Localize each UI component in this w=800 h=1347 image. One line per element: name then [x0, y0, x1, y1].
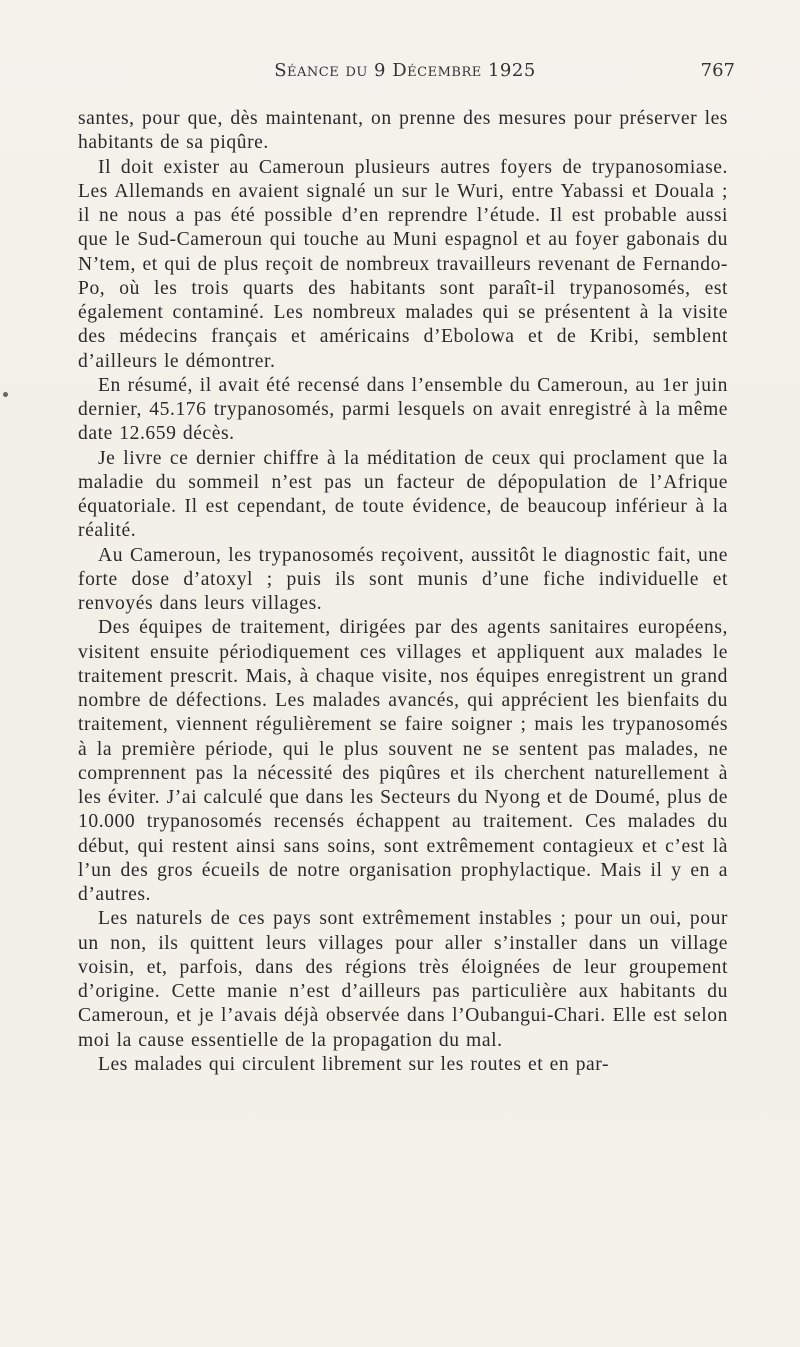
ink-smudge	[3, 392, 8, 397]
running-head: Séance du 9 Décembre 1925	[274, 60, 536, 81]
paragraph-6: Des équipes de traitement, dirigées par des agents sanitaires européens, visitent ensuite périodiquement ces villages et appliquent aux malades le traitement prescrit. Mais, à chaque visite, nos équipes enregistrent un grand nombre de défections. Les malades avancés, qui apprécient les bienfaits du traitement, viennent régulièrement se faire soigner ; mais les trypanosomés à la première période, qui le plus souvent ne se sentent pas malades, ne comprennent pas la nécessité des piqûres et ils cherchent naturellement à les éviter. J’ai calculé que dans les Secteurs du Nyong et de Doumé, plus de 10.000 trypanosomés recensés échappent au traitement. Ces malades du début, qui restent ainsi sans soins, sont extrêmement contagieux et c’est là l’un des gros écueils de notre organisation prophylactique. Mais il y en a d’autres.	[78, 617, 728, 905]
paragraph-5: Au Cameroun, les trypanosomés reçoivent, aussitôt le diagnostic fait, une forte dose d’atoxyl ; puis ils sont munis d’une fiche individuelle et renvoyés dans leurs villages.	[78, 544, 728, 614]
page-header	[75, 60, 735, 88]
paragraph-2: Il doit exister au Cameroun plusieurs autres foyers de trypanosomiase. Les Allemands en avaient signalé un sur le Wuri, entre Yabassi et Douala ; il ne nous a pas été possible d’en reprendre l’étude. Il est probable aussi que le Sud-Cameroun qui touche au Muni espagnol et au foyer gabonais du N’tem, et qui de plus reçoit de nombreux travailleurs revenant de Fernando-Po, où les trois quarts des habitants sont paraît-il trypanosomés, est également contaminé. Les nombreux malades qui se présentent à la visite des médecins français et américains d’Ebolowa et de Kribi, semblent d’ailleurs le démontrer.	[78, 156, 728, 372]
page-number: 767	[700, 60, 735, 81]
paragraph-7: Les naturels de ces pays sont extrêmement instables ; pour un oui, pour un non, ils quittent leurs villages pour aller s’installer dans un village voisin, et, parfois, dans des régions très éloignées de leur groupement d’origine. Cette manie n’est d’ailleurs pas particulière aux habitants du Cameroun, et je l’avais déjà observée dans l’Oubangui-Chari. Elle est selon moi la cause essentielle de la propagation du mal.	[78, 908, 728, 1051]
body-text	[78, 107, 728, 1077]
paragraph-1: santes, pour que, dès maintenant, on prenne des mesures pour préserver les habitants de sa piqûre.	[78, 108, 728, 154]
paragraph-4: Je livre ce dernier chiffre à la méditation de ceux qui proclament que la maladie du sommeil n’est pas un facteur de dépopulation de l’Afrique équatoriale. Il est cependant, de toute évidence, de beaucoup inférieur à la réalité.	[78, 447, 728, 542]
paragraph-8: Les malades qui circulent librement sur les routes et en par-	[98, 1053, 610, 1075]
paragraph-3: En résumé, il avait été recensé dans l’ensemble du Cameroun, au 1er juin dernier, 45.176 trypanosomés, parmi lesquels on avait enregistré à la même date 12.659 décès.	[78, 374, 728, 445]
